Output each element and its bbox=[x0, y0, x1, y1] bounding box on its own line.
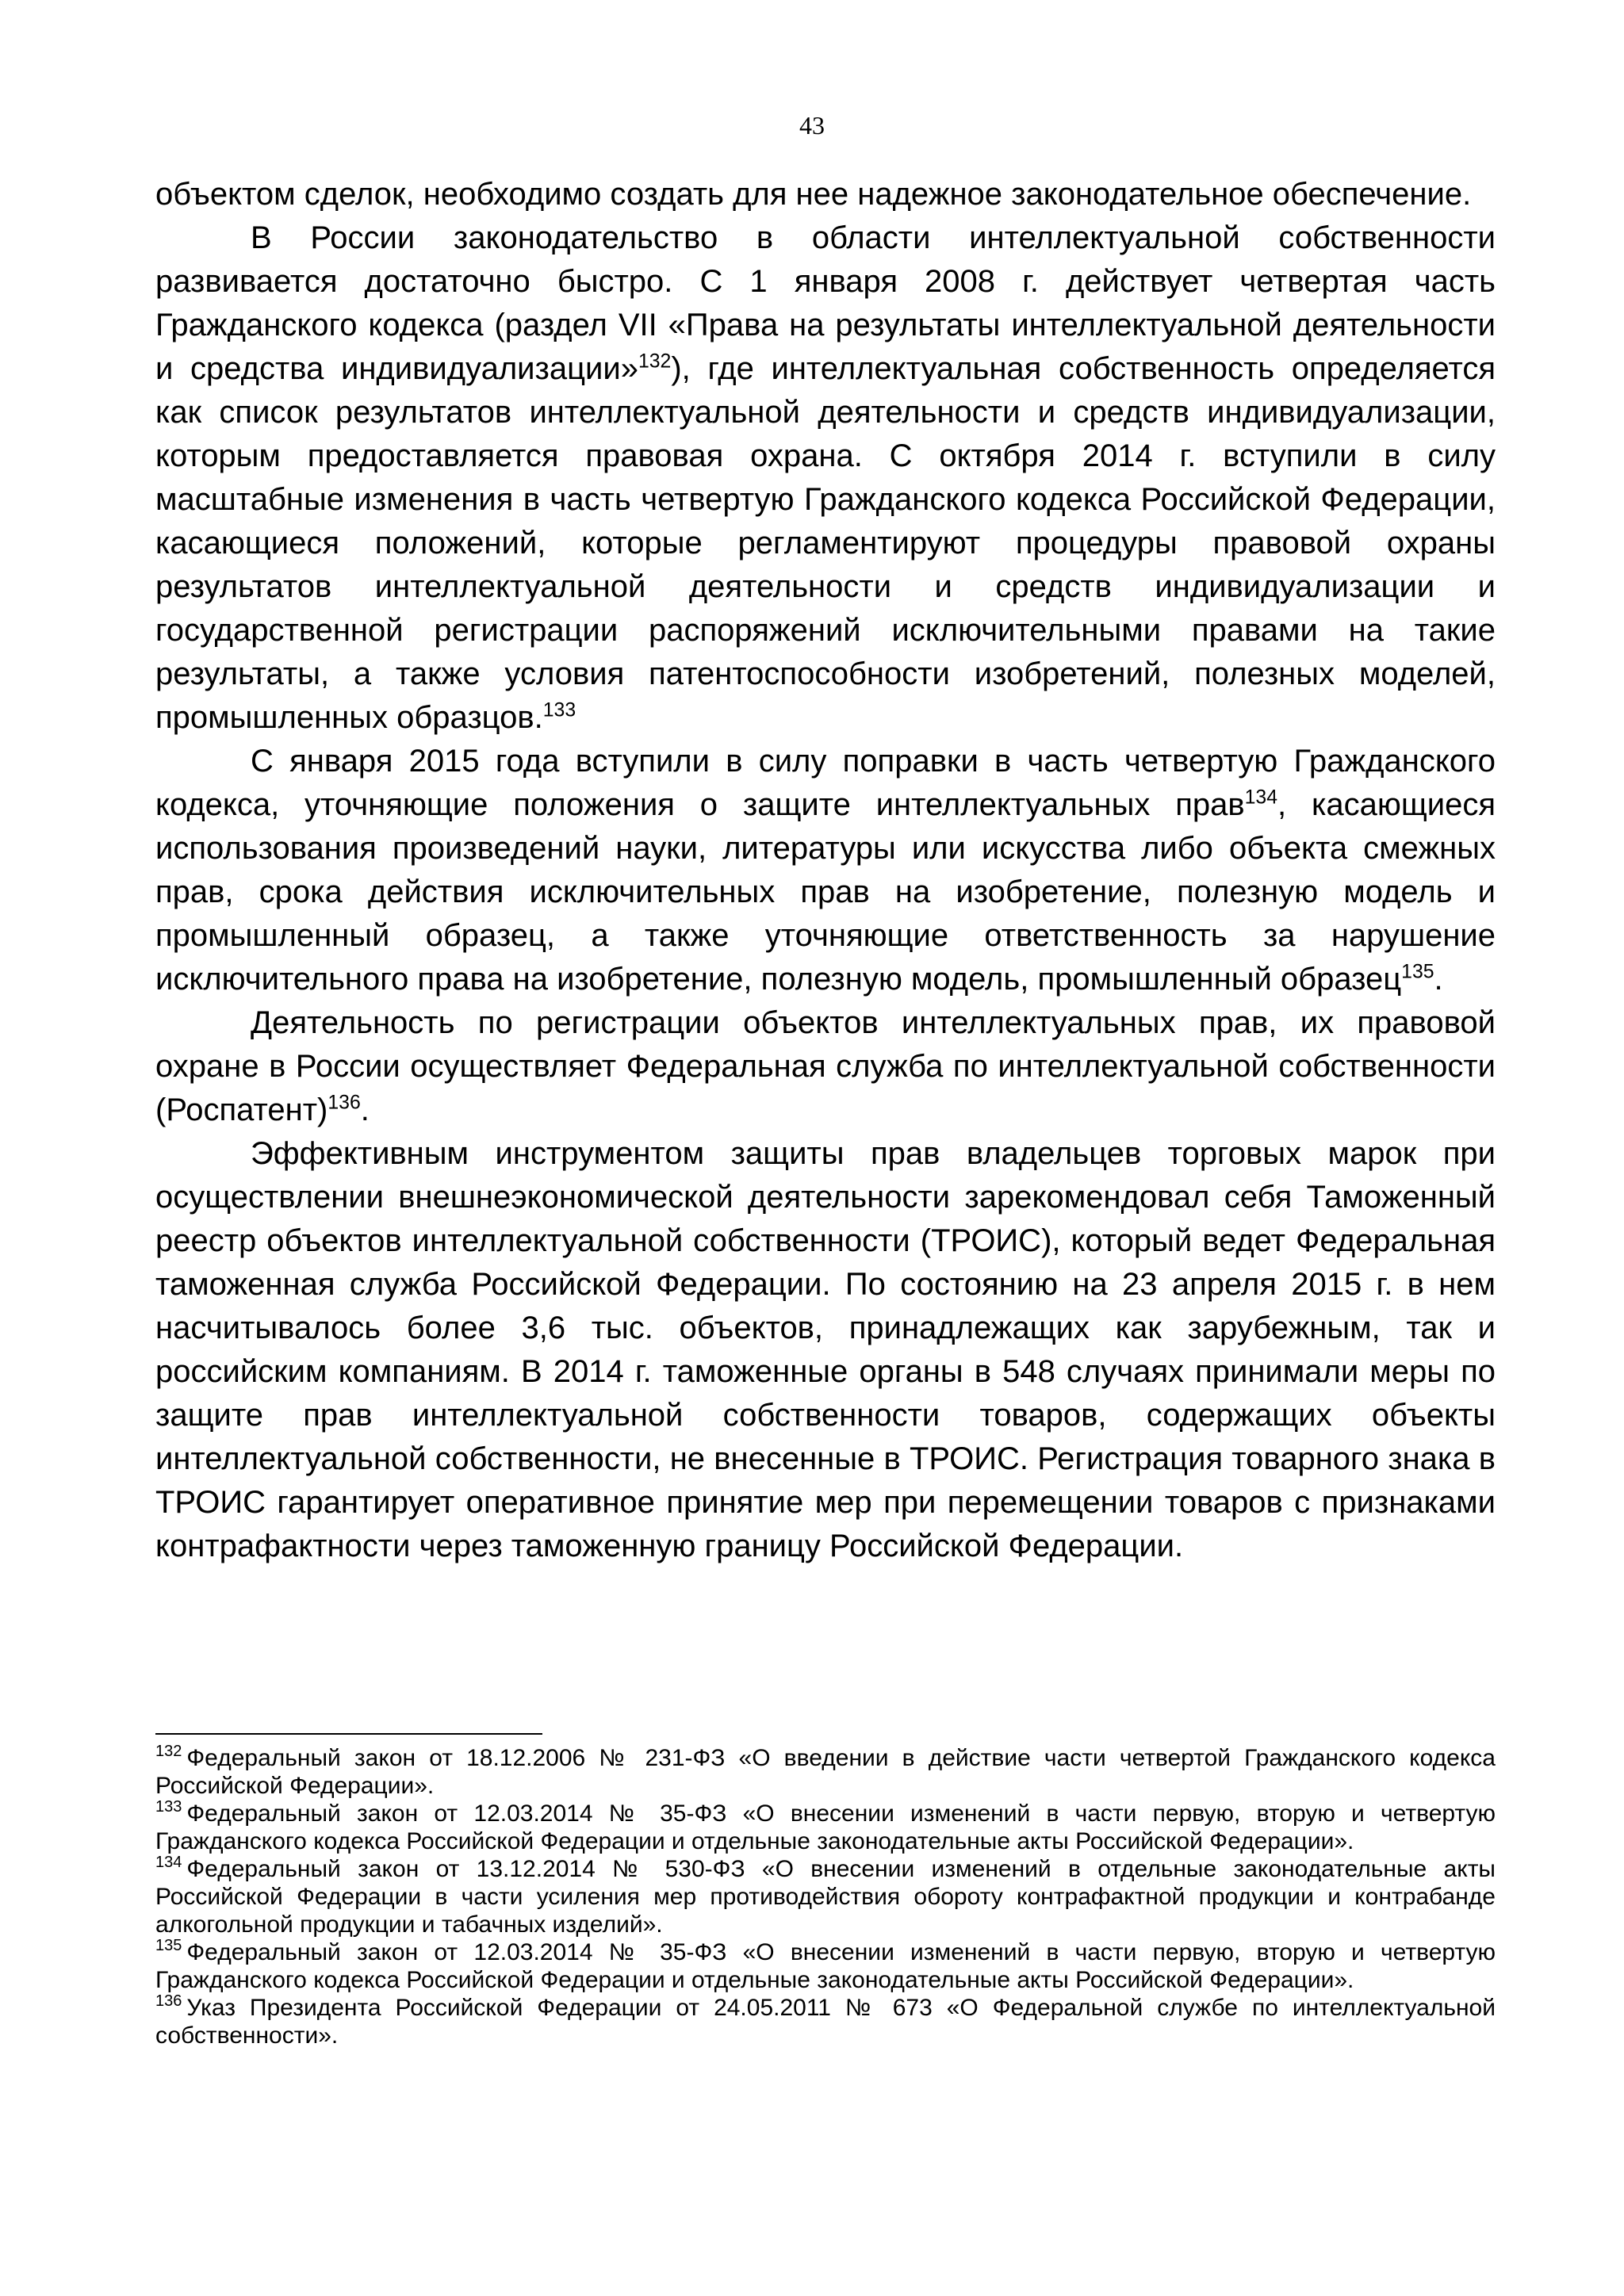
footnote-text: Федеральный закон от 13.12.2014 № 530-ФЗ «О внесении изменений в отдельные законодательные акты Российской Федерации в части усиления мер противодействия обороту контрафактной продукции и контрабанде алкогольной продукции и табачных изделий». bbox=[155, 1856, 1496, 1938]
page-number: 43 bbox=[799, 111, 825, 140]
footnote-reference: 133 bbox=[542, 699, 576, 721]
footnote bbox=[155, 1938, 1496, 1994]
paragraph-text: ), где интеллектуальная собственность определяется как список результатов интеллектуальной деятельности и средств индивидуализации, которым предоставляется правовая охрана. С октября 2014 г. вступили в силу масштабные изменения в часть четвертую Гражданского кодекса Российской Федерации, касающиеся положений, которые регламентируют процедуры правовой охраны результатов интеллектуальной деятельности и средств индивидуализации и государственной регистрации распоряжений исключительными правами на такие результаты, а также условия патентоспособности изобретений, полезных моделей, промышленных образцов. bbox=[155, 351, 1496, 735]
footnote-text: Федеральный закон от 12.03.2014 № 35-ФЗ «О внесении изменений в части первую, вторую и четвертую Гражданского кодекса Российской Федерации и отдельные законодательные акты Российской Федерации». bbox=[155, 1800, 1496, 1854]
footnote-reference: 135 bbox=[1401, 961, 1434, 983]
paragraph bbox=[155, 740, 1496, 1001]
paragraph bbox=[155, 173, 1496, 216]
footnote bbox=[155, 1744, 1496, 1800]
paragraph-text: . bbox=[360, 1093, 370, 1127]
footnote-number: 134 bbox=[155, 1854, 182, 1871]
paragraph-text: Эффективным инструментом защиты прав владельцев торговых марок при осуществлении внешнеэкономической деятельности зарекомендовал себя Таможенный реестр объектов интеллектуальной собственности (ТРОИС), который ведет Федеральная таможенная служба Российской Федерации. По состоянию на 23 апреля 2015 г. в нем насчитывалось более 3,6 тыс. объектов, принадлежащих как зарубежным, так и российским компаниям. В 2014 г. таможенные органы в 548 случаях принимали меры по защите прав интеллектуальной собственности товаров, содержащих объекты интеллектуальной собственности, не внесенные в ТРОИС. Регистрация товарного знака в ТРОИС гарантирует оперативное принятие мер при перемещении товаров с признаками контрафактности через таможенную границу Российской Федерации. bbox=[155, 1136, 1496, 1563]
footnote-text: Указ Президента Российской Федерации от 24.05.2011 № 673 «О Федеральной службе по интеллектуальной собственности». bbox=[155, 1995, 1496, 2049]
paragraph-text: В России законодательство в области интеллектуальной собственности развивается достаточно быстро. С 1 января 2008 г. действует четвертая часть Гражданского кодекса (раздел VII «Права на результаты интеллектуальной деятельности и средства индивидуализации» bbox=[155, 220, 1496, 386]
footnote bbox=[155, 1994, 1496, 2049]
footnote-text: Федеральный закон от 18.12.2006 № 231-ФЗ «О введении в действие части четвертой Гражданского кодекса Российской Федерации». bbox=[155, 1745, 1496, 1799]
paragraph-text: объектом сделок, необходимо создать для нее надежное законодательное обеспечение. bbox=[155, 177, 1472, 212]
footnote-reference: 136 bbox=[327, 1092, 361, 1114]
paragraph bbox=[155, 216, 1496, 740]
paragraph-text: С января 2015 года вступили в силу поправки в часть четвертую Гражданского кодекса, уточняющие положения о защите интеллектуальных прав bbox=[155, 744, 1496, 822]
paragraph-text: , касающиеся использования произведений науки, литературы или искусства либо объекта смежных прав, срока действия исключительных прав на изобретение, полезную модель и промышленный образец, а также уточняющие ответственность за нарушение исключительного права на изобретение, полезную модель, промышленный образец bbox=[155, 787, 1496, 997]
footnote-reference: 134 bbox=[1244, 786, 1277, 809]
footnote bbox=[155, 1855, 1496, 1938]
paragraph bbox=[155, 1132, 1496, 1568]
footnote-number: 132 bbox=[155, 1743, 182, 1760]
paragraph-text: . bbox=[1434, 962, 1443, 997]
footnote-number: 135 bbox=[155, 1937, 182, 1954]
footnote-separator bbox=[155, 1733, 542, 1735]
footnote-number: 136 bbox=[155, 1992, 182, 2010]
footnotes bbox=[155, 1744, 1496, 2049]
footnote-reference: 132 bbox=[638, 350, 672, 373]
body-text bbox=[155, 173, 1496, 1568]
footnote bbox=[155, 1800, 1496, 1855]
footnote-number: 133 bbox=[155, 1798, 182, 1816]
paragraph-text: Деятельность по регистрации объектов интеллектуальных прав, их правовой охране в России осуществляет Федеральная служба по интеллектуальной собственности (Роспатент) bbox=[155, 1005, 1496, 1127]
footnote-text: Федеральный закон от 12.03.2014 № 35-ФЗ «О внесении изменений в части первую, вторую и четвертую Гражданского кодекса Российской Федерации и отдельные законодательные акты Российской Федерации». bbox=[155, 1939, 1496, 1993]
paragraph bbox=[155, 1001, 1496, 1132]
